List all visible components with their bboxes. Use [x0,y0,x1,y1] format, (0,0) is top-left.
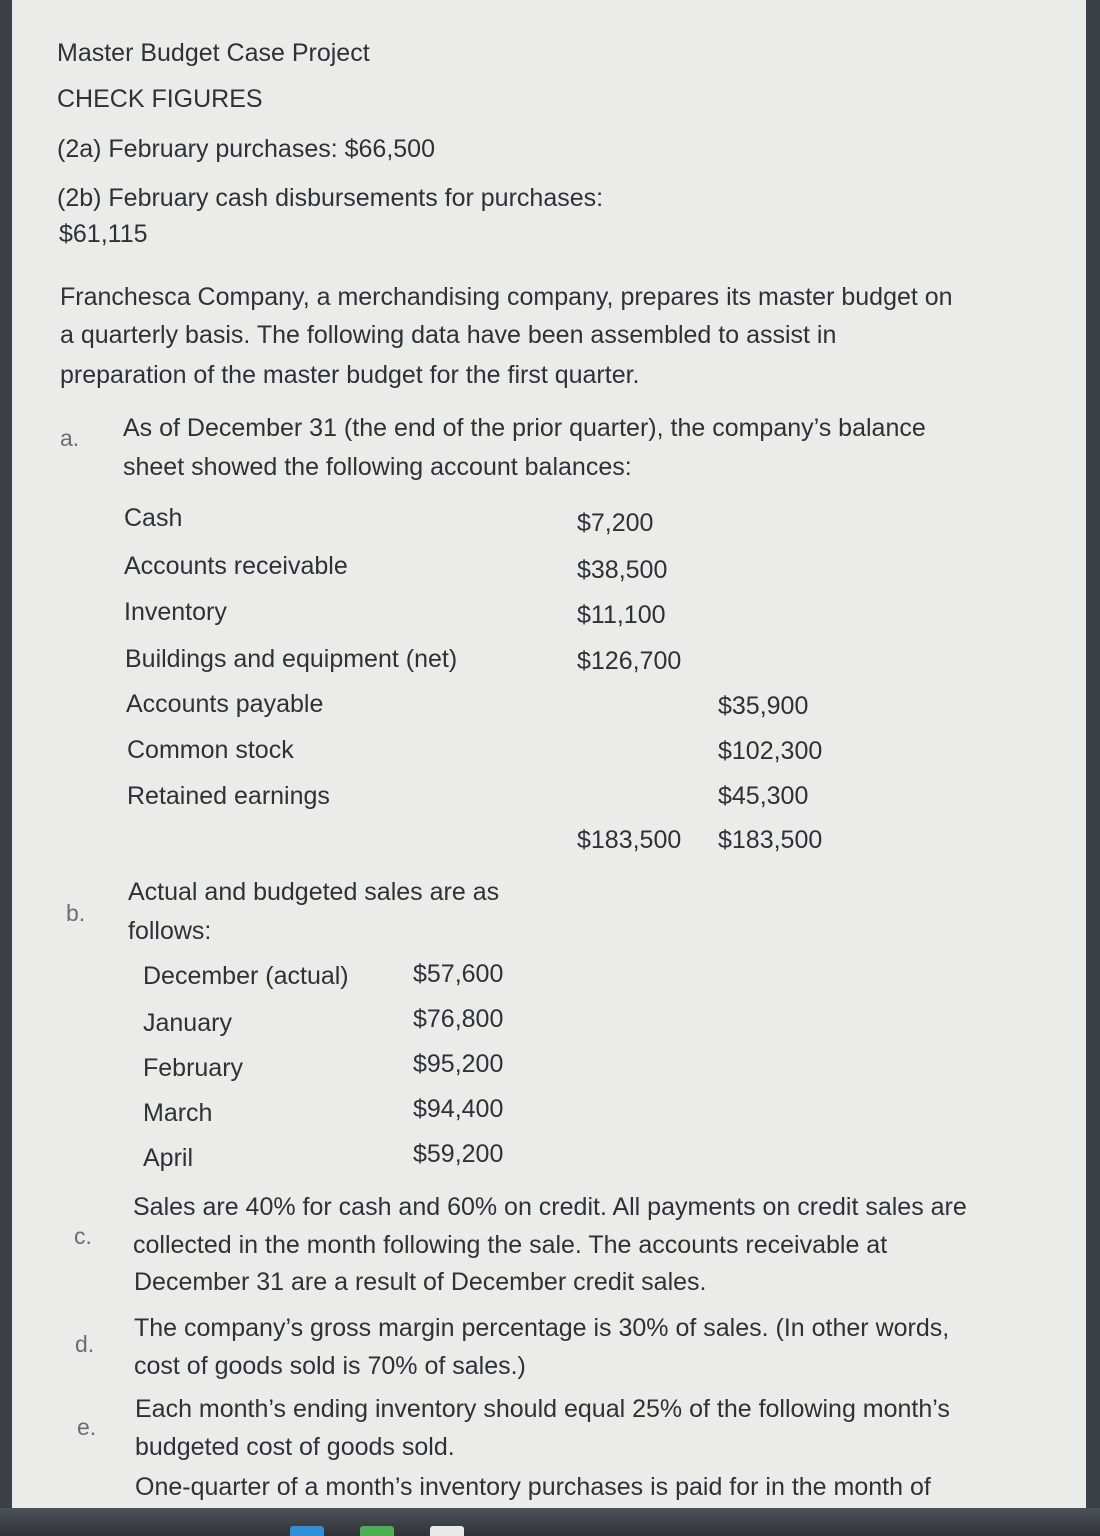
account-debit: $38,500 [577,556,668,584]
item-b-label: b. [66,900,86,926]
check-figure-2b-line2: $61,115 [59,220,148,248]
item-b-line-1: Actual and budgeted sales are as [128,878,500,906]
account-name: Buildings and equipment (net) [125,645,458,673]
sales-amount: $76,800 [413,1005,504,1033]
check-figure-2a: (2a) February purchases: $66,500 [57,135,435,163]
sales-amount: $95,200 [413,1050,504,1078]
sales-month: March [143,1099,213,1127]
account-name: Retained earnings [127,782,330,810]
total-debit: $183,500 [577,826,682,854]
taskbar-app-icon[interactable] [290,1526,324,1536]
intro-line-1: Franchesca Company, a merchandising company, prepares its master budget on [60,283,953,311]
account-name: Cash [124,504,183,532]
item-c-line-2: collected in the month following the sale. The accounts receivable at [133,1231,888,1259]
account-name: Accounts receivable [124,552,348,580]
account-debit: $126,700 [577,647,682,675]
document-title: Master Budget Case Project [57,39,370,67]
item-c-line-3: December 31 are a result of December credit sales. [134,1268,707,1296]
item-e-line-2: budgeted cost of goods sold. [135,1433,455,1461]
item-a-line-1: As of December 31 (the end of the prior quarter), the company’s balance [123,414,926,442]
item-a-label: a. [60,425,80,451]
account-debit: $11,100 [577,601,666,629]
account-credit: $45,300 [718,782,809,810]
account-debit: $7,200 [577,509,654,537]
taskbar-app-icon[interactable] [360,1526,394,1536]
sales-amount: $57,600 [413,960,504,988]
intro-line-2: a quarterly basis. The following data have been assembled to assist in [60,321,837,349]
item-c-line-1: Sales are 40% for cash and 60% on credit. All payments on credit sales are [133,1193,967,1221]
item-d-label: d. [75,1331,95,1357]
sales-month: January [143,1009,232,1037]
item-f-line-1: One-quarter of a month’s inventory purchases is paid for in the month of [135,1473,931,1501]
account-credit: $35,900 [718,692,809,720]
check-figure-2b-line1: (2b) February cash disbursements for purchases: [57,184,604,212]
check-figures-heading: CHECK FIGURES [57,85,263,113]
taskbar-app-icon[interactable] [430,1526,464,1536]
sales-amount: $59,200 [413,1140,504,1168]
sales-amount: $94,400 [413,1095,504,1123]
account-name: Inventory [124,598,227,626]
total-credit: $183,500 [718,826,823,854]
item-c-label: c. [74,1223,92,1249]
account-credit: $102,300 [718,737,823,765]
sales-month: February [143,1054,244,1082]
item-e-line-1: Each month’s ending inventory should equal 25% of the following month’s [135,1395,950,1423]
account-name: Common stock [127,736,294,764]
item-e-label: e. [77,1414,97,1440]
taskbar [0,1508,1100,1536]
sales-month: December (actual) [143,962,349,990]
sales-month: April [143,1144,194,1172]
intro-line-3: preparation of the master budget for the first quarter. [60,361,640,389]
item-d-line-2: cost of goods sold is 70% of sales.) [134,1352,526,1380]
item-a-line-2: sheet showed the following account balances: [123,453,632,481]
account-name: Accounts payable [126,690,324,718]
item-d-line-1: The company’s gross margin percentage is 30% of sales. (In other words, [134,1314,950,1342]
item-b-line-2: follows: [128,917,212,945]
